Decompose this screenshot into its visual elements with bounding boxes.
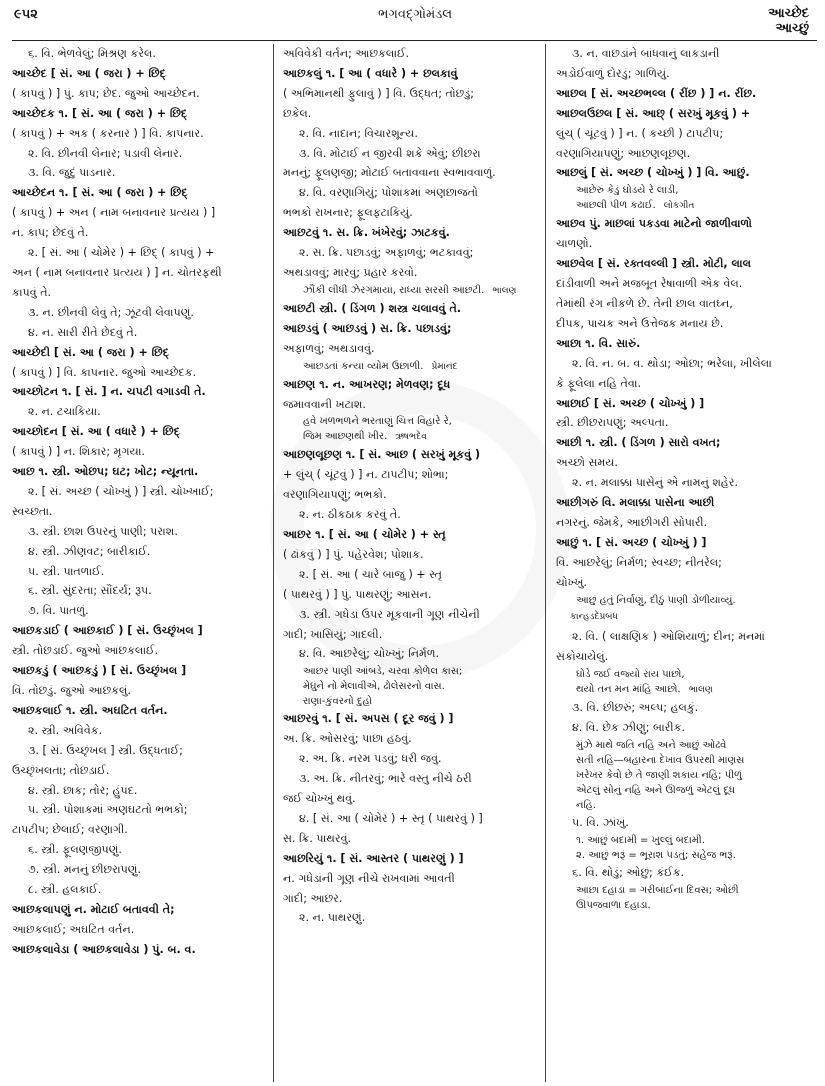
definition-line: ટાપટીપ; છેલાઈ; વરણાગી. bbox=[12, 823, 128, 837]
citation-line: આછર પાણી આંબડે, ચરવા કોળેલ કાસ; bbox=[303, 666, 463, 678]
sense-line: ૨. [ સં. અચ્છ ( ચોખ્ખું ) ] સ્ત્રી. ચોખ્ખાઈ; bbox=[28, 484, 214, 498]
definition-line: તેમાંથી રંગ નીકળે છે. તેની છાલ વાતઘ્ન, bbox=[556, 296, 733, 310]
definition-line: સંકોચાયેલું. bbox=[556, 650, 609, 664]
citation-line: આછડતાં કન્યા વ્યોમ ઉછાળી. પ્રેમાનંદ bbox=[303, 360, 458, 372]
entry-headword-line: આચ્છોટન ૧. [ સં. ] ન. ચપટી વગાડવી તે. bbox=[12, 385, 206, 399]
sense-line: ૭. વિ. પાતળું. bbox=[28, 604, 89, 618]
definition-line: ઉચ્છૃંખલતા; તોછડાઈ. bbox=[12, 763, 110, 777]
citation-line: ઘોડે જઈ વજ્યો રાય પાછો, bbox=[576, 669, 685, 681]
definition-line: ( કાપવું ) + અન ( નામ બનાવનાર પ્રત્યય ) ] bbox=[12, 206, 216, 220]
guide-words bbox=[768, 6, 809, 36]
entry-headword-line: આછકલાવેડા ( આછકલાવેડા ) પું. બ. વ. bbox=[12, 942, 196, 956]
citation-line: આછા દહાડા = ગરીબાઈના દિવસ; ઓછી bbox=[576, 884, 739, 896]
sense-line: ૩. વિ. જુદું પાડનાર. bbox=[28, 166, 116, 180]
sense-line: ૪. વિ. આછરેલું; ચોખ્ખું; નિર્મળ. bbox=[299, 647, 440, 661]
sense-line: ૨. સ્ત્રી. અવિવેક. bbox=[28, 723, 103, 737]
running-title: ભગવદ્ગોમંડલ bbox=[378, 7, 453, 22]
entry-headword-line: આછર ૧. [ સં. આ ( ચોમેર ) + સ્તૃ bbox=[283, 528, 446, 542]
definition-line: ( કાપવું ) ] પું. કાપ; છેદ. જુઓ આચ્છેદન. bbox=[12, 86, 200, 100]
citation-line: ઊપજવાળા દહાડા. bbox=[576, 899, 651, 911]
entry-headword-line: આછણલૂછણ ૧. [ સં. આછ ( સરખું મૂકવું ) bbox=[283, 448, 481, 462]
definition-line: ગાદી; ખાસિયું; ગાદલી. bbox=[283, 627, 383, 641]
definition-line: વિ. આછરેલું; નિર્મળ; સ્વચ્છ; નીતરેલ; bbox=[556, 555, 722, 569]
definition-line: અન ( નામ બનાવનાર પ્રત્યય ) ] ન. ચોતરફથી bbox=[12, 265, 222, 279]
entry-headword-line: આચ્છેદન ૧. [ સં. આ ( જરા ) + છિદ્ bbox=[12, 186, 188, 200]
definition-line: અફાળવું; અથડાવવું. bbox=[283, 341, 375, 355]
definition-line: લુંચ્ ( ચૂંટવું ) ] ન. ( કચ્છી ) ટાપટીપ; bbox=[556, 126, 724, 140]
definition-line: મનનું; ફૂલણજી; મોટાઈ બતાવવાના સ્વભાવવાળું. bbox=[283, 166, 496, 180]
sense-line: ૫. સ્ત્રી. પોશાકમાં અણઘટતો ભભકો; bbox=[28, 803, 188, 817]
citation-line: આછું હતું નિર્વાણું, દીઠું પાણી ડોળીયાવ્યું. bbox=[576, 594, 736, 606]
citation-source: લોકગીત bbox=[663, 201, 695, 212]
sense-line: ૨. વિ. નાદાન; વિચારશૂન્ય. bbox=[299, 126, 418, 140]
sense-line: ૬. વિ. ભેળવેલું; મિશ્રણ કરેલ. bbox=[28, 47, 156, 60]
entry-headword-line: આછકલાઈ ૧. સ્ત્રી. અઘટિત વર્તન. bbox=[12, 703, 168, 717]
sense-line: ૪. ન. સારી રીતે છેદવું તે. bbox=[28, 325, 138, 339]
sense-line: ૩. ન. છીનવી લેવું તે; ઝૂંટવી લેવાપણું. bbox=[28, 305, 194, 319]
definition-line: ચોખ્ખું. bbox=[556, 575, 588, 589]
sense-line: ૪. વિ. છેક ઝીણું; બારીક. bbox=[572, 721, 685, 735]
entry-headword-line: આછલ [ સં. અચ્છભલ્લ ( રીંછ ) ] ન. રીંછ. bbox=[556, 86, 757, 100]
citation-line: મુંઝે માથે જતિ નહિ અને આછું ઓઢવે bbox=[576, 740, 727, 752]
sense-line: ૨. [ સં. આ ( ચોમેર ) + છિદ્ ( કાપવું ) + bbox=[28, 246, 215, 260]
citation-source: પ્રેમાનંદ bbox=[431, 361, 458, 372]
citation-line: ખરેખર કેવો છે તે જાણી શકાય નહિ; પીળું bbox=[576, 770, 742, 782]
definition-line: નગરનું. જેમકે, આછીગરી સોપારી. bbox=[556, 515, 708, 529]
citation-line: થયો તન મન માંહિ આછો. ભાલણ bbox=[576, 684, 713, 696]
entry-headword-line: આછવેલ [ સં. રક્તવલ્લી ] સ્ત્રી. મોટી, લાલ bbox=[556, 257, 751, 271]
page-header bbox=[0, 4, 825, 38]
definition-line: સ્ત્રી. તોછડાઈ. જુઓ આછકલાઈ. bbox=[12, 644, 159, 658]
citation-line: ૧. આછું બદામી = ખુલ્લું બદામી. bbox=[576, 835, 705, 846]
definition-line: કાપવું તે. bbox=[12, 285, 52, 299]
entry-headword-line: આછટી સ્ત્રી. ( ડિંગળ ) શસ્ત્ર ચલાવવું તે. bbox=[283, 301, 462, 315]
definition-line: અ. ક્રિ. ઓસરવું; પાછા હઠવું. bbox=[283, 732, 412, 746]
definition-line: ( ઢાંકવું ) ] પું. પહેરવેશ; પોશાક. bbox=[283, 547, 424, 561]
sense-line: ૨. વિ. ન. બ. વ. થોડા; ઓછા; ભરેલા, ખીલેલા bbox=[572, 356, 772, 370]
citation-source: ભાલણ bbox=[688, 685, 713, 696]
entry-headword-line: આચ્છેદી [ સં. આ ( જરા ) + છિદ્ bbox=[12, 345, 169, 359]
definition-line: ( પાથરવું ) ] પું. પાથરણું; આસન. bbox=[283, 587, 432, 601]
sense-line: ૫. વિ. ઝાંખું. bbox=[572, 816, 629, 830]
entry-headword-line: આછટવું ૧. સ. ક્રિ. ખંખેરવું; ઝાટકવું. bbox=[283, 226, 450, 240]
definition-line: જઈ ચોખ્ખું થવું. bbox=[283, 792, 356, 805]
definition-line: વિ. તોછડું. જુઓ આછકલું. bbox=[12, 684, 131, 697]
definition-line: અવિવેકી વર્તન; આછકલાઈ. bbox=[283, 47, 410, 60]
entry-headword-line: આછડવું ( આછડવું ) સ. ક્રિ. પછાડવું; bbox=[283, 321, 452, 335]
citation-line: નહિ. bbox=[576, 800, 596, 812]
definition-line: આછકલાઈ; અઘટિત વર્તન. bbox=[12, 922, 135, 936]
entry-headword-line: આછકડાઈ ( આછકાઈ ) [ સં. ઉચ્છૃંખલ ] bbox=[12, 624, 203, 638]
definition-line: સ્વચ્છતા. bbox=[12, 504, 53, 518]
citation-line: રાણા-કુંવરનો દુહો bbox=[303, 696, 373, 708]
sense-line: ૬. સ્ત્રી. ફૂલણજીપણું. bbox=[28, 843, 122, 857]
sense-line: ૨. ન. મલાક્કા પાસેનું એ નામનું શહેર. bbox=[572, 476, 739, 490]
citation-line: એટલું સોનું નહિ અને ઊજળું એટલું દૂધ bbox=[576, 785, 735, 797]
sense-line: ૨. વિ. ( લાક્ષણિક ) ઓશિયાળું; દીન; મનમાં bbox=[572, 630, 765, 644]
definition-line: ( કાપવું ) + અક ( કરનાર ) ] વિ. કાપનાર. bbox=[12, 126, 204, 140]
sense-line: ૪. સ્ત્રી. ઝીણવટ; બારીકાઈ. bbox=[28, 544, 151, 558]
citation-line: આછલી પીળ કઢાઈ. લોકગીત bbox=[576, 200, 695, 212]
definition-line: વરણાગિયાપણું; ભભકો. bbox=[283, 488, 387, 502]
entry-headword-line: આછા ૧. વિ. સારું. bbox=[556, 336, 641, 350]
definition-line: ચાળણો. bbox=[556, 237, 593, 251]
citation-line: સતી નહિ—બહારના દેખાવ ઉપરથી માણસ bbox=[576, 755, 745, 767]
sense-line: ૨. ન. ટચાકિયા. bbox=[28, 405, 101, 419]
entry-headword-line: આછકલું ૧. [ આ ( વધારે ) + છલકાવું bbox=[283, 66, 458, 80]
definition-line: ભભકો રાખનાર; ફૂલફટાકિયું. bbox=[283, 206, 413, 220]
definition-line: સ. ક્રિ. પાથરવું. bbox=[283, 831, 352, 845]
sense-line: ૩. સ્ત્રી. છાશ ઉપરનું પાણી; પરાશ. bbox=[28, 524, 178, 538]
definition-line: અચ્છો સમય. bbox=[556, 456, 618, 470]
definition-line: ન. કાપ; છેદવું તે. bbox=[12, 226, 89, 240]
column-1 bbox=[12, 44, 264, 960]
column-2 bbox=[283, 44, 533, 928]
definition-line: ગાદી; આછર. bbox=[283, 891, 343, 905]
sense-line: ૬. વિ. થોડું; ઓછું; કંઈક. bbox=[572, 866, 685, 879]
entry-headword-line: આછલું [ સં. અચ્છ ( ચોખ્ખું ) ] વિ. આછું. bbox=[556, 166, 750, 180]
column-divider bbox=[545, 44, 546, 1082]
sense-line: ૨. ન. પાથરણું. bbox=[299, 911, 366, 925]
definition-line: કે ફૂલેલા નહિ તેવા. bbox=[556, 376, 641, 390]
citation-line: ઝૌંકી લીધી ઝેરગમાયા, રાધ્યા સરસી આછટી. ભાલણ bbox=[303, 284, 517, 296]
entry-headword-line: આછલઉછલ [ સં. આછ્ ( સરખું મૂકવું ) + bbox=[556, 106, 751, 120]
entry-headword-line: આછાઈ [ સં. અચ્છ ( ચોખ્ખું ) ] bbox=[556, 396, 705, 410]
citation-source: ઋષભદેવ bbox=[395, 432, 427, 443]
column-3 bbox=[556, 44, 814, 913]
definition-line: જમાવવાની ખટાશ. bbox=[283, 397, 366, 411]
definition-line: દાંડીવાળી અને મજબૂત રેષાવાળી એક વેલ. bbox=[556, 277, 743, 291]
citation-line: આછેરું કેડું ઘોડયે રે લાડી, bbox=[576, 185, 679, 197]
definition-line: અડોઈવાળું દોરડું; ગાળિયું. bbox=[556, 66, 670, 80]
sense-line: ૩. વિ. મોટાઈ ન જીરવી શકે એવું; છીછરા bbox=[299, 146, 481, 160]
entry-headword-line: આછણ ૧. ન. આખરણ; મેળવણ; દૂધ bbox=[283, 377, 451, 391]
citation-line: કાન્હડદેપ્રબંધ bbox=[570, 611, 618, 622]
sense-line: ૩. અ. ક્રિ. નીતરવું; ભારે વસ્તુ નીચે ઠરી bbox=[299, 772, 472, 786]
guide-word-last: આચ્છું bbox=[775, 21, 809, 36]
sense-line: ૮. સ્ત્રી. હલકાઈ. bbox=[28, 883, 102, 897]
definition-line: ન. ગધેડાંની ગૂણ નીચે રાખવામાં આવતી bbox=[283, 871, 455, 885]
sense-line: ૨. [ સં. આ ( ચારે બાજુ ) + સ્તૃ bbox=[299, 567, 442, 581]
definition-line: ( અભિમાનથી ફુલાવું ) ] વિ. ઉદ્ધત; તોછડું; bbox=[283, 86, 475, 100]
entry-headword-line: આછવ પું. માછલાં પકડવા માટેનો જાળીવાળો bbox=[556, 217, 752, 231]
entry-headword-line: આછી ૧. સ્ત્રી. ( ડિંગળ ) સારો વખત; bbox=[556, 436, 721, 450]
column-divider bbox=[273, 44, 274, 1082]
sense-line: ૩. ન. વાછડાંને બાંધવાનું લાકડાની bbox=[572, 47, 720, 60]
definition-line: + લુંચ્ ( ચૂંટવું ) ] ન. ટાપટીપ; શોભા; bbox=[283, 468, 449, 482]
entry-headword-line: આછું ૧. [ સં. અચ્છ ( ચોખ્ખું ) ] bbox=[556, 535, 707, 549]
sense-line: ૪. [ સં. આ ( ચોમેર ) + સ્તૃ ( પાથરવું ) ] bbox=[299, 811, 483, 825]
sense-line: ૩. વિ. છીછરું; અલ્પ; હલકું. bbox=[572, 701, 699, 715]
entry-headword-line: આચ્છેદક ૧. [ સં. આ ( જરા ) + છિદ્ bbox=[12, 106, 188, 120]
sense-line: ૪. સ્ત્રી. છાક; તોર; હુંપદ. bbox=[28, 783, 138, 797]
citation-line: મેઘુંને નો મેલાવીએ, ઢોલેસરનો વાસ. bbox=[303, 681, 445, 693]
entry-headword-line: આછરવું ૧. [ સં. અપસ ( દૂર જવું ) ] bbox=[283, 712, 454, 726]
citation-line: જિમ આછણથી ખીર. ઋષભદેવ bbox=[303, 431, 427, 443]
entry-headword-line: આછકડું ( આછકડું ) [ સં. ઉચ્છૃંખલ ] bbox=[12, 664, 187, 678]
sense-line: ૨. ન. ઠીકઠાક કરવું તે. bbox=[299, 508, 401, 522]
definition-line: દીપક, પાચક અને ઉત્તેજક મનાય છે. bbox=[556, 316, 724, 330]
definition-line: ( કાપવું ) ] વિ. કાપનાર. જુઓ આચ્છેદક. bbox=[12, 365, 197, 379]
entry-headword-line: આછ ૧. સ્ત્રી. ઓછપ; ઘટ; ખોટ; ન્યૂનતા. bbox=[12, 465, 199, 479]
entry-headword-line: આછીગરું વિ. મલાક્કા પાસેના આછી bbox=[556, 496, 715, 510]
entry-headword-line: આછકલાપણું ન. મોટાઈ બતાવવી તે; bbox=[12, 902, 175, 916]
citation-line: ૨. આછું ભરૂં = ભૂરાશ પડતું; સહેજ ભરૂં. bbox=[576, 850, 736, 861]
sense-line: ૨. સ. ક્રિ. પછાડવું; અફાળવું; ભટકાવવું; bbox=[299, 246, 474, 260]
sense-line: ૩. [ સં. ઉચ્છૃંખલ ] સ્ત્રી. ઉદ્ધતાઈ; bbox=[28, 743, 183, 757]
sense-line: ૭. સ્ત્રી. મનનું છીછરાપણું. bbox=[28, 863, 141, 877]
sense-line: ૨. અ. ક્રિ. નરમ પડવું; ધરી જવું. bbox=[299, 752, 442, 766]
definition-line: ( કાપવું ) ] ન. શિકાર; મૃગયા. bbox=[12, 445, 145, 459]
header-rule bbox=[12, 40, 817, 41]
definition-line: છકેલ. bbox=[283, 106, 312, 120]
definition-line: સ્ત્રી. છીછરાપણું; અલ્પતા. bbox=[556, 416, 669, 430]
definition-line: અથડાવવું; મારવું; પ્રહાર કરવો. bbox=[283, 265, 418, 279]
definition-line: વરણાગિયાપણું; આછણલૂછણ. bbox=[556, 146, 691, 160]
sense-line: ૪. વિ. વરણાગિયું; પોશાકમાં અણછાજતો bbox=[299, 186, 478, 200]
citation-source: ભાલણ bbox=[492, 285, 517, 296]
citation-line: હવે ખળભળને ભરતાણું ચિત્ત વિહારે રે, bbox=[303, 416, 452, 428]
entry-headword-line: આછરિયું ૧. [ સં. આસ્તર ( પાથરણું ) ] bbox=[283, 851, 464, 865]
sense-line: ૫. સ્ત્રી. પાતળાઈ. bbox=[28, 564, 105, 578]
sense-line: ૨. વિ. છીનવી લેનાર; પડાવી લેનાર. bbox=[28, 146, 183, 160]
page-number: ૯૫૨ bbox=[14, 7, 38, 22]
entry-headword-line: આચ્છેદ [ સં. આ ( જરા ) + છિદ્ bbox=[12, 66, 166, 80]
guide-word-first: આચ્છેદ bbox=[768, 6, 809, 21]
sense-line: ૬. સ્ત્રી. સુંદરતા; સૌંદર્ય; રૂપ. bbox=[28, 584, 152, 598]
sense-line: ૩. સ્ત્રી. ગધેડાં ઉપર મૂકવાની ગૂણ નીચેની bbox=[299, 607, 480, 621]
entry-headword-line: આચ્છોદન [ સં. આ ( વધારે ) + છિદ્ bbox=[12, 425, 180, 439]
